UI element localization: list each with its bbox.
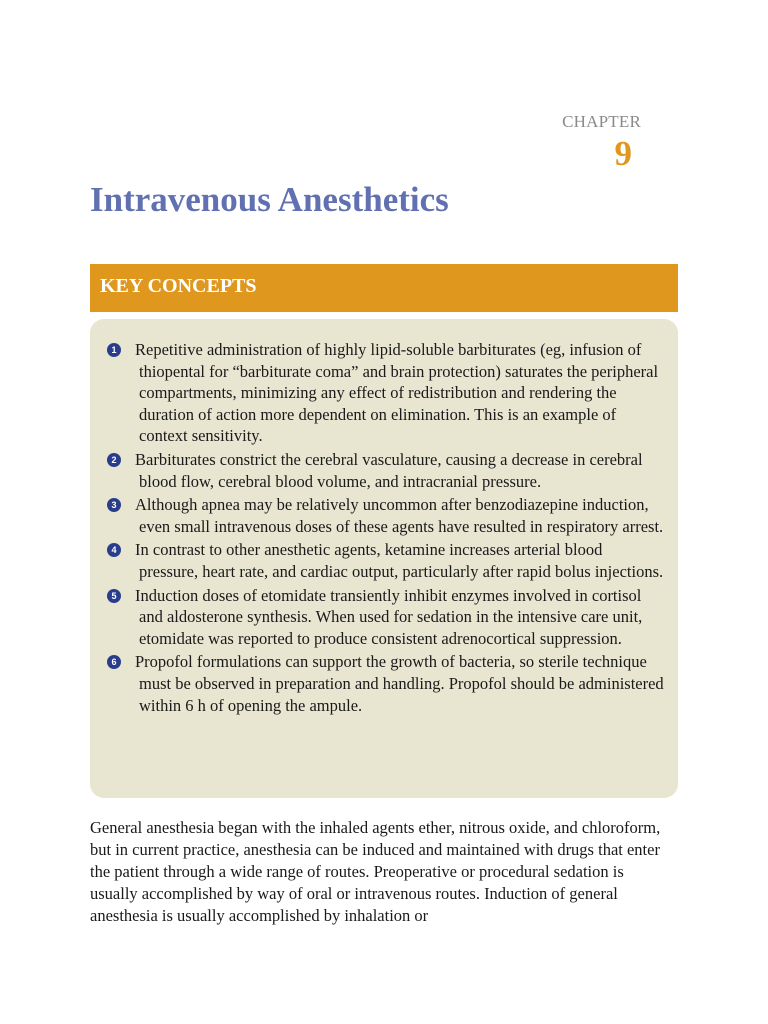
key-concepts-box xyxy=(90,319,678,798)
chapter-number: 9 xyxy=(614,134,632,173)
key-concept-item xyxy=(107,651,664,716)
number-badge-icon: 4 xyxy=(107,543,121,557)
key-concept-item xyxy=(107,494,664,537)
key-concept-text: Although apnea may be relatively uncommon after benzodiazepine induction, even small intravenous doses of these agents have resulted in respiratory arrest. xyxy=(135,495,664,536)
number-badge-icon: 1 xyxy=(107,343,121,357)
key-concept-text: Barbiturates constrict the cerebral vasculature, causing a decrease in cerebral blood flow, cerebral blood volume, and intracranial pressure. xyxy=(135,449,643,491)
body-paragraph: General anesthesia began with the inhaled agents ether, nitrous oxide, and chloroform, but in current practice, anesthesia can be induced and maintained with drugs that enter the patient through a wide range of routes. Preoperative or procedural sedation is usually accomplished by way of oral or intravenous routes. Induction of general anesthesia is usually accomplished by inhalation or xyxy=(90,818,661,925)
number-badge-icon: 2 xyxy=(107,453,121,467)
key-concept-text: In contrast to other anesthetic agents, ketamine increases arterial blood pressure, heart rate, and cardiac output, particularly after rapid bolus injections. xyxy=(135,540,664,581)
chapter-label: CHAPTER xyxy=(562,112,641,131)
key-concept-item xyxy=(107,539,664,582)
key-concept-text: Repetitive administration of highly lipid-soluble barbiturates (eg, infusion of thiopental for “barbiturate coma” and brain protection) saturates the peripheral compartments, minimizing any effect of redistribution and rendering the duration of action more dependent on elimination. This is an example of context sensitivity. xyxy=(135,340,659,446)
number-badge-icon: 6 xyxy=(107,655,121,669)
key-concept-item xyxy=(107,339,664,447)
key-concept-text: Propofol formulations can support the growth of bacteria, so sterile technique must be observed in preparation and handling. Propofol should be administered within 6 h of opening the ampule. xyxy=(135,652,664,715)
key-concept-item xyxy=(107,449,664,492)
key-concept-item xyxy=(107,585,664,650)
key-concepts-heading: KEY CONCEPTS xyxy=(90,264,678,312)
page-title: Intravenous Anesthetics xyxy=(90,180,449,219)
key-concept-text: Induction doses of etomidate transiently inhibit enzymes involved in cortisol and aldosterone synthesis. When used for sedation in the intensive care unit, etomidate was reported to produce consistent adrenocortical suppression. xyxy=(135,585,643,648)
number-badge-icon: 3 xyxy=(107,498,121,512)
number-badge-icon: 5 xyxy=(107,589,121,603)
